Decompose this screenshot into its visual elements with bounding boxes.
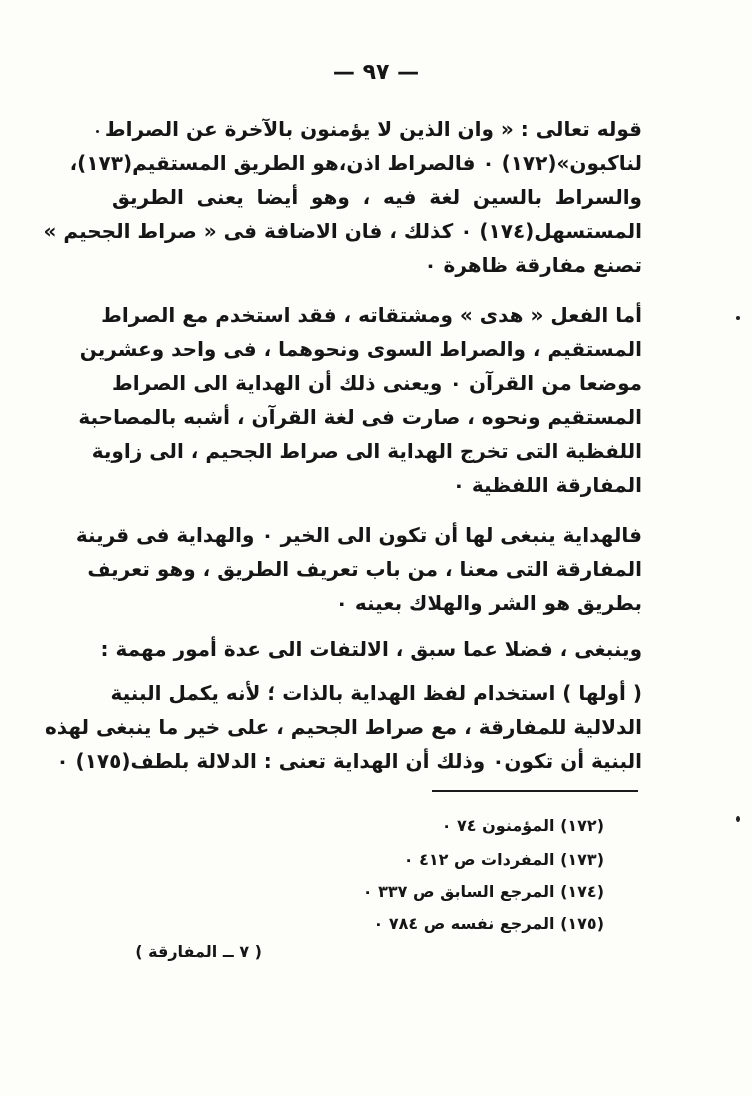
paragraph-1-line-3: والسراط بالسين لغة فيه ، وهو أيضا يعنى الطريق [112, 185, 642, 209]
paragraph-3-line-3: بطريق هو الشر والهلاك بعينه ٠ [335, 591, 642, 615]
footnote-173: (١٧٣) المفردات ص ٤١٢ ٠ [403, 850, 604, 869]
signature-mark: ( ٧ ــ المفارقة ) [135, 942, 262, 961]
paragraph-1-line-4: المستسهل(١٧٤) ٠ كذلك ، فان الاضافة فى « صراط الجحيم » [43, 219, 642, 243]
footnote-172: (١٧٢) المؤمنون ٧٤ ٠ [441, 816, 604, 835]
paragraph-1-line-1: قوله تعالى : « وان الذين لا يؤمنون بالآخرة عن الصراط [104, 117, 642, 141]
paragraph-2-line-6: المفارقة اللفظية ٠ [452, 473, 642, 497]
paragraph-2-line-3: موضعا من القرآن ٠ ويعنى ذلك أن الهداية الى الصراط [112, 371, 642, 395]
paragraph-4-line-1: وينبغى ، فضلا عما سبق ، الالتفات الى عدة أمور مهمة : [100, 637, 642, 661]
scan-speck [736, 816, 740, 822]
footnote-175: (١٧٥) المرجع نفسه ص ٧٨٤ ٠ [373, 914, 604, 933]
paragraph-4-line-4: البنية أن تكون٠ وذلك أن الهداية تعنى : الدلالة بلطف(١٧٥) ٠ [56, 749, 642, 773]
paragraph-3-line-2: المفارقة التى معنا ، من باب تعريف الطريق ، وهو تعريف [87, 557, 642, 581]
paragraph-4-line-3: الدلالية للمفارقة ، مع صراط الجحيم ، على خير ما ينبغى لهذه [44, 715, 642, 739]
paragraph-3-line-1: فالهداية ينبغى لها أن تكون الى الخير ٠ والهداية فى قرينة [75, 523, 642, 547]
page-number: — ٩٧ — [332, 60, 420, 85]
paragraph-2-line-2: المستقيم ، والصراط السوى ونحوهما ، فى واحد وعشرين [79, 337, 642, 361]
footnote-divider [432, 790, 638, 792]
paragraph-1-line-5: تصنع مفارقة ظاهرة ٠ [424, 253, 642, 277]
scan-speck [736, 316, 740, 320]
paragraph-1-line-2: لناكبون»(١٧٢) ٠ فالصراط اذن،هو الطريق المستقيم(١٧٣)، [69, 151, 642, 175]
footnote-174: (١٧٤) المرجع السابق ص ٣٣٧ ٠ [362, 882, 604, 901]
paragraph-4-line-2: ( أولها ) استخدام لفظ الهداية بالذات ؛ لأنه يكمل البنية [110, 681, 642, 705]
paragraph-2-line-4: المستقيم ونحوه ، صارت فى لغة القرآن ، أشبه بالمصاحبة [78, 405, 642, 429]
paragraph-2-line-5: اللفظية التى تخرج الهداية الى صراط الجحيم ، الى زاوية [91, 439, 642, 463]
scan-speck [96, 130, 99, 133]
paragraph-2-line-1: أما الفعل « هدى » ومشتقاته ، فقد استخدم مع الصراط [101, 303, 642, 327]
